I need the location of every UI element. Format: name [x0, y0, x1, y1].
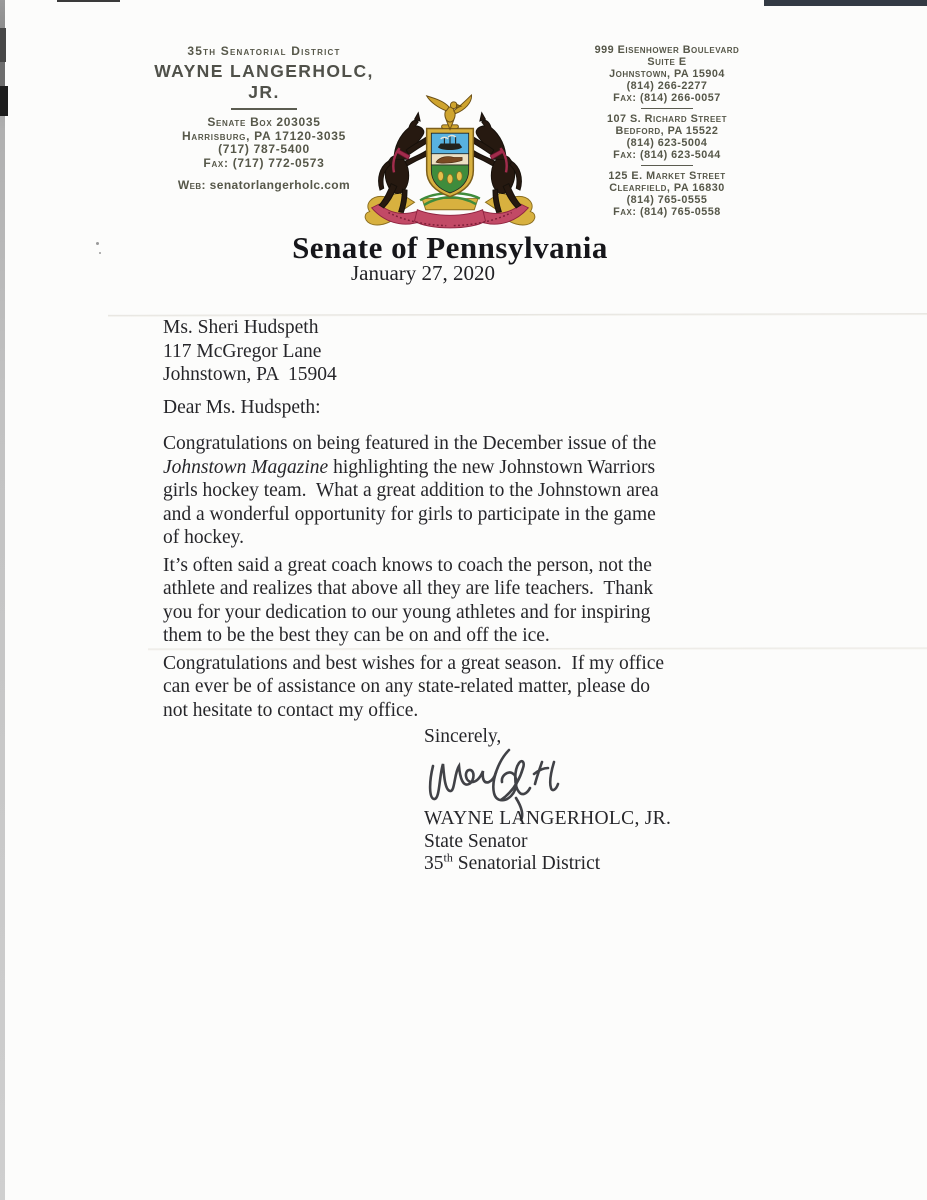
letterhead-line: Fax: (814) 765-0558 — [613, 206, 721, 218]
paragraph — [163, 554, 723, 648]
scan-edge-strip — [0, 0, 5, 1200]
document-title: Senate of Pennsylvania — [292, 230, 608, 265]
scan-speck — [96, 242, 99, 245]
scan-artifact — [57, 0, 120, 2]
district-label: 35th Senatorial District — [187, 44, 341, 58]
divider — [641, 108, 693, 109]
text-segment: you for your dedication to our young athletes and for inspiring — [163, 601, 651, 623]
district-rest: Senatorial District — [452, 853, 601, 874]
letterhead-line: Harrisburg, PA 17120-3035 — [181, 128, 346, 143]
signer-title: State Senator — [424, 831, 528, 852]
signer-district — [424, 850, 601, 875]
letter-line — [163, 601, 723, 625]
letterhead-line: Fax: (814) 623-5044 — [613, 149, 721, 161]
text-segment: highlighting the new Johnstown Warriors — [328, 456, 656, 478]
text-segment: and a wonderful opportunity for girls to participate in the game — [163, 503, 656, 525]
recipient-line: 117 McGregor Lane — [163, 340, 322, 362]
letter-line — [163, 624, 723, 648]
text-segment: not hesitate to contact my office. — [163, 699, 419, 721]
letter-line — [163, 577, 723, 601]
website-url: senatorlangerholc.com — [205, 178, 351, 192]
letter-paragraphs — [163, 432, 723, 722]
letterhead-line: (814) 765-0555 — [626, 194, 708, 206]
pennsylvania-coat-of-arms-icon — [353, 94, 547, 234]
letter-date: January 27, 2020 — [350, 261, 496, 285]
scan-artifact — [0, 28, 6, 62]
letterhead-line: 107 S. Richard Street — [606, 113, 728, 125]
letterhead-line: Johnstown, PA 15904 — [609, 68, 725, 80]
recipient-address — [163, 316, 723, 387]
letterhead-line: Fax: (814) 266-0057 — [613, 92, 721, 104]
letterhead-line: (814) 623-5004 — [626, 137, 708, 149]
text-segment: Congratulations and best wishes for a great season. If my office — [163, 652, 665, 674]
scan-artifact — [0, 62, 5, 86]
scan-artifact — [764, 0, 927, 6]
letterhead-line: Fax: (717) 772-0573 — [203, 155, 325, 170]
website-label: Web: — [177, 178, 206, 192]
letter-line — [163, 503, 723, 527]
letterhead-line: Senate Box 203035 — [207, 115, 321, 129]
letter-line — [163, 456, 723, 480]
signer-name: WAYNE LANGERHOLC, JR. — [424, 808, 672, 829]
text-segment: them to be the best they can be on and off the ice. — [163, 625, 550, 646]
text-segment: of hockey. — [163, 527, 245, 548]
letterhead-line: Bedford, PA 15522 — [615, 125, 719, 137]
letter-line — [163, 554, 723, 578]
divider — [641, 165, 693, 166]
text-segment: can ever be of assistance on any state-related matter, please do — [163, 676, 651, 697]
letterhead-line: 999 Eisenhower Boulevard — [594, 44, 740, 56]
letter-line — [163, 652, 723, 676]
letterhead-line: 125 E. Market Street — [608, 170, 726, 182]
text-segment: It’s often said a great coach knows to coach the person, not the — [163, 554, 652, 576]
senator-name: WAYNE LANGERHOLC, JR. — [154, 61, 374, 102]
magazine-title-italic: Johnstown Magazine — [163, 456, 329, 478]
website-line — [148, 178, 380, 192]
text-segment: girls hockey team. What a great addition to the Johnstown area — [163, 480, 659, 501]
closing: Sincerely, — [424, 726, 502, 747]
scan-speck — [99, 252, 101, 254]
letter-line — [163, 526, 723, 550]
paragraph — [163, 432, 723, 550]
text-segment: athlete and realizes that above all they are life teachers. Thank — [163, 578, 654, 599]
letterhead-line: (814) 266-2277 — [626, 80, 708, 92]
letter-body — [163, 316, 723, 722]
letter-line — [163, 432, 723, 456]
paragraph — [163, 652, 723, 723]
district-number: 35 — [424, 853, 444, 874]
office-block — [557, 113, 777, 161]
recipient-line: Ms. Sheri Hudspeth — [163, 317, 319, 338]
letter-line — [163, 699, 723, 723]
scan-artifact — [0, 86, 8, 116]
letter-line — [163, 675, 723, 699]
district-ordinal: th — [443, 850, 453, 865]
recipient-line: Johnstown, PA 15904 — [163, 364, 337, 385]
divider — [231, 108, 297, 110]
letterhead-right-offices — [557, 44, 777, 218]
letterhead-line: Suite E — [647, 56, 687, 68]
salutation: Dear Ms. Hudspeth: — [163, 396, 321, 418]
office-block — [557, 170, 777, 218]
letter-line — [163, 479, 723, 503]
letterhead-line: (717) 787-5400 — [218, 142, 310, 156]
letterhead-line: Clearfield, PA 16830 — [609, 182, 725, 194]
office-block — [557, 44, 777, 104]
letterhead-left — [148, 44, 380, 192]
text-segment: Congratulations on being featured in the December issue of the — [163, 433, 657, 454]
